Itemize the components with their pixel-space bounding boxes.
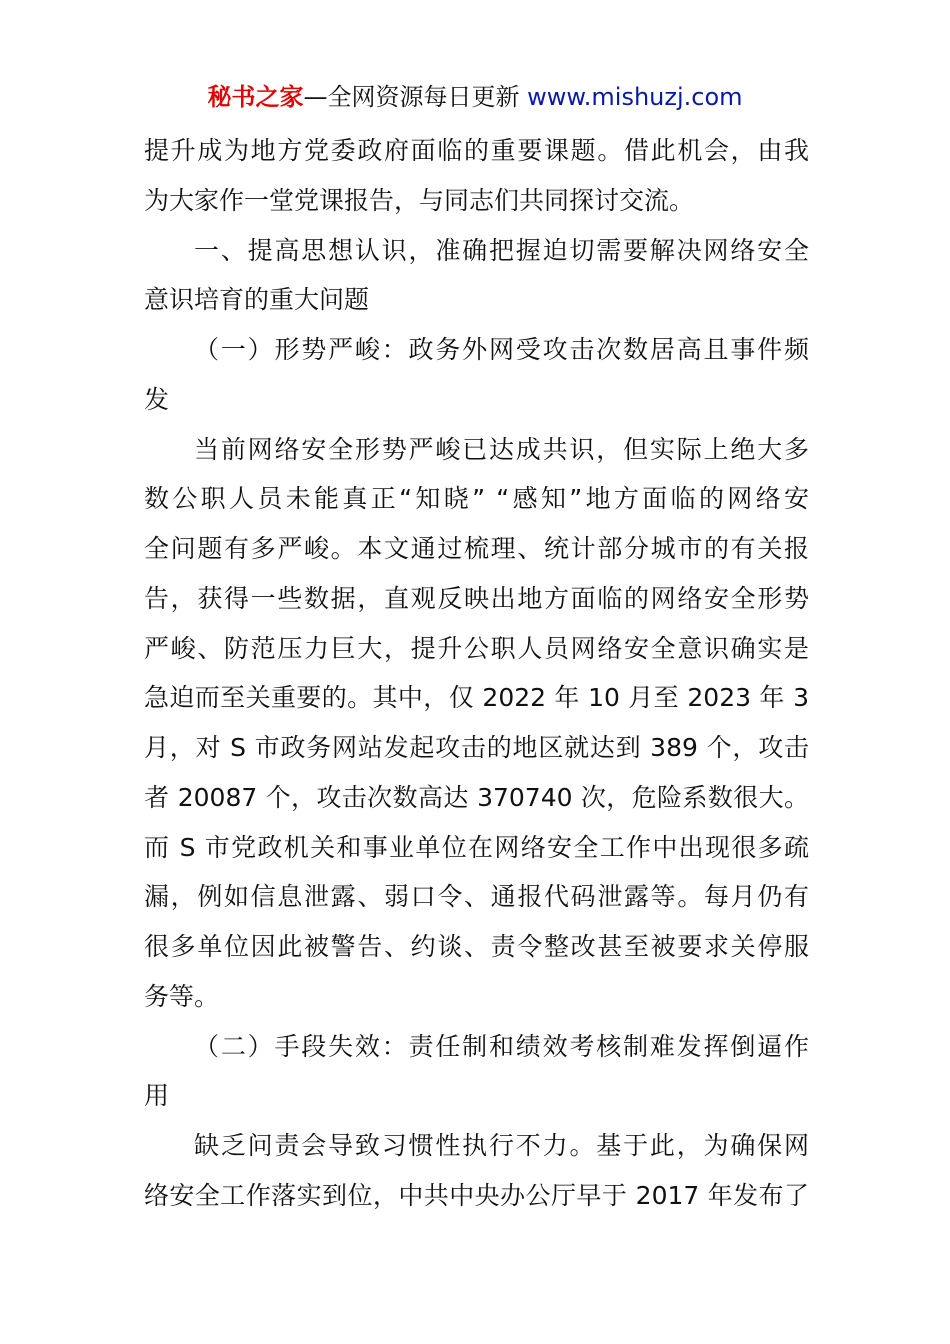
text-line: 缺乏问责会导致习惯性执行不力。基于此，为确保网 <box>194 1131 809 1160</box>
text-line: 当前网络安全形势严峻已达成共识，但实际上绝大多 <box>194 434 809 464</box>
subsection-heading-line: 用 <box>144 1081 170 1111</box>
text-line: 很多单位因此被警告、约谈、责令整改甚至被要求关停服 <box>144 932 809 961</box>
text-line: 月，对 S 市政务网站发起攻击的地区就达到 389 个，攻击 <box>144 733 809 762</box>
site-brand: 秘书之家 <box>207 83 304 111</box>
site-header <box>0 80 950 114</box>
site-url-link[interactable]: www.mishuzj.com <box>527 83 743 111</box>
subsection-heading-line: 发 <box>144 384 170 414</box>
text-line: 务等。 <box>144 981 220 1011</box>
text-line: 严峻、防范压力巨大，提升公职人员网络安全意识确实是 <box>144 633 809 663</box>
subsection-heading-line: （一）形势严峻：政务外网受攻击次数居高且事件频 <box>194 335 809 364</box>
text-line: 数公职人员未能真正“知晓” “感知”地方面临的网络安 <box>144 484 809 514</box>
subsection-heading-line: （二）手段失效：责任制和绩效考核制难发挥倒逼作 <box>194 1031 809 1061</box>
text-line: 者 20087 个，攻击次数高达 370740 次，危险系数很大。 <box>144 782 809 812</box>
text-line: 提升成为地方党委政府面临的重要课题。借此机会，由我 <box>144 136 809 165</box>
text-line: 为大家作一堂党课报告，与同志们共同探讨交流。 <box>144 185 695 215</box>
text-line: 全问题有多严峻。本文通过梳理、统计部分城市的有关报 <box>144 534 809 563</box>
document-body <box>144 126 809 1221</box>
text-line: 而 S 市党政机关和事业单位在网络安全工作中出现很多疏 <box>144 832 809 862</box>
section-heading-line: 意识培育的重大问题 <box>144 285 370 315</box>
site-tagline: —全网资源每日更新 <box>303 83 528 111</box>
text-line: 急迫而至关重要的。其中，仅 2022 年 10 月至 2023 年 3 <box>144 683 809 713</box>
text-line: 漏，例如信息泄露、弱口令、通报代码泄露等。每月仍有 <box>144 882 809 912</box>
text-line: 络安全工作落实到位，中共中央办公厅早于 2017 年发布了 <box>144 1180 809 1210</box>
section-heading-line: 一、提高思想认识，准确把握迫切需要解决网络安全 <box>194 235 809 265</box>
text-line: 告，获得一些数据，直观反映出地方面临的网络安全形势 <box>144 583 809 613</box>
